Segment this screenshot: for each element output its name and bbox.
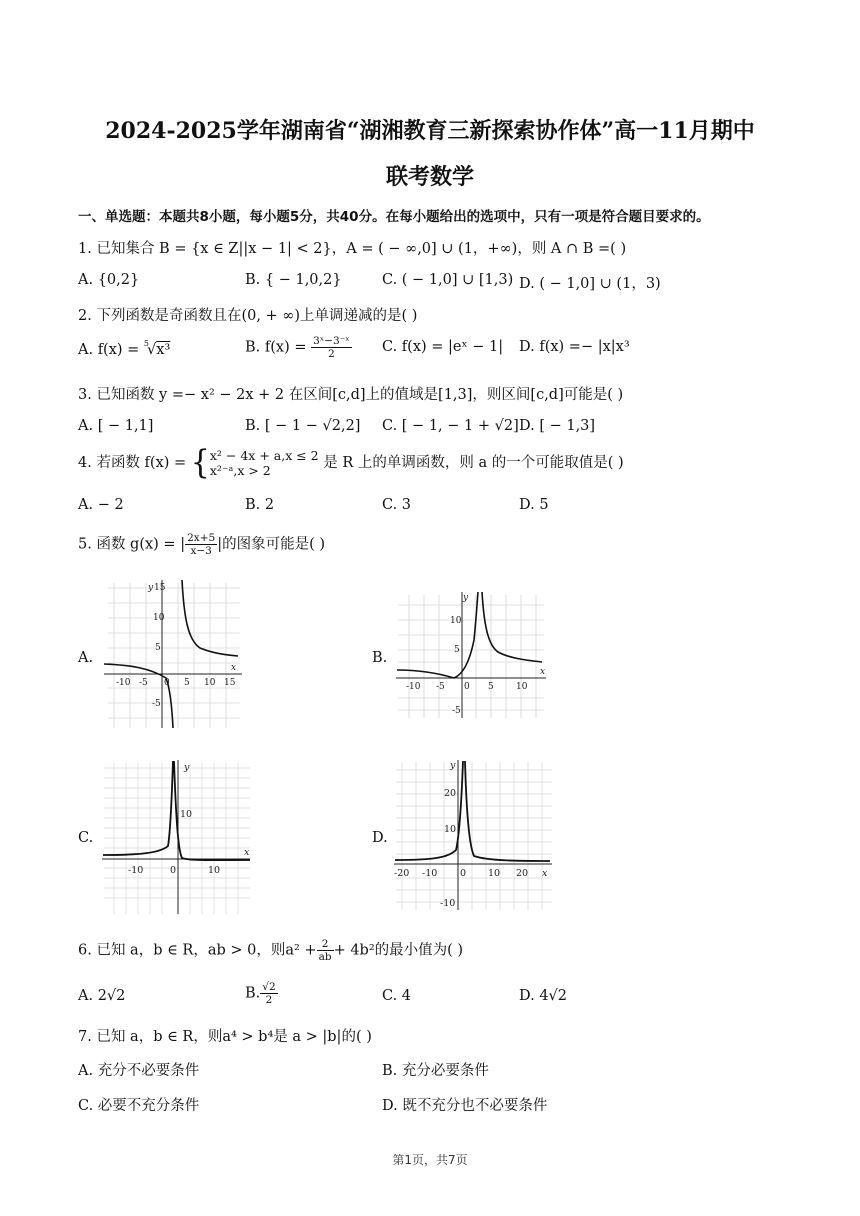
graph-d: [392, 758, 557, 912]
graph-a-ytick: 5: [155, 643, 161, 653]
graph-c-ytick: 10: [180, 809, 193, 820]
q1-option-d: D. ( − 1,0] ∪ (1，3): [519, 276, 661, 292]
graph-a-ytick: -5: [152, 699, 161, 709]
q6-option-a: A. 2√2: [78, 988, 126, 1004]
graph-d-ylabel: y: [450, 760, 456, 771]
page-footer: 第1页，共7页: [392, 1153, 468, 1167]
graph-c-xtick: -10: [128, 865, 144, 876]
q2-option-b: B. f(x) = $\frac{\text{3ˣ−3⁻ˣ}}{2}$: [245, 335, 350, 360]
q3-stem: 3. 已知函数 y =− x² − 2x + 2 在区间[c,d]上的值域是[1,3]，则区间[c,d]可能是( ): [78, 387, 624, 403]
graph-b-ylabel: y: [463, 593, 469, 603]
graph-a-xtick: 0: [164, 678, 170, 688]
q7-option-c: C. 必要不充分条件: [78, 1098, 200, 1114]
graph-b: [394, 590, 549, 720]
graph-a-ylabel: y: [148, 583, 154, 593]
graph-a-xlabel: x: [231, 663, 237, 673]
graph-c: [100, 758, 255, 916]
q2-stem: 2. 下列函数是奇函数且在(0, + ∞)上单调递减的是( ): [78, 308, 418, 324]
graph-c-xlabel: x: [244, 847, 250, 858]
q3-option-d: D. [ − 1,3]: [519, 418, 596, 434]
q5-stem: 5. 函数 g(x) = | $\frac{2x+5}{x-3}$ |的图象可能是( ): [78, 532, 325, 557]
title-line-1: 2024-2025学年湖南省“湖湘教育三新探索协作体”高一11月期中: [105, 118, 755, 144]
q3-option-a: A. [ − 1,1]: [78, 418, 154, 434]
graph-b-xtick: -10: [406, 682, 421, 692]
graph-d-label: D.: [372, 830, 388, 846]
q6-stem: 6. 已知 a，b ∈ R，ab > 0，则a² + $\frac{2}{ab}$ + 4b²的最小值为( ): [78, 938, 464, 963]
graph-d-ytick: 10: [444, 824, 457, 835]
q4-option-c: C. 3: [382, 497, 412, 513]
q6-option-d: D. 4√2: [519, 988, 568, 1004]
graph-a-xtick: -5: [139, 678, 148, 688]
graph-c-label: C.: [78, 830, 94, 846]
graph-b-xtick: 0: [464, 682, 470, 692]
q4-option-d: D. 5: [519, 497, 549, 513]
graph-a: [100, 578, 245, 730]
graph-a-ytick: 10: [153, 613, 165, 623]
q4-stem: 4. 若函数 f(x) = { x² − 4x + a,x ≤ 2 x²⁻ᵃ,x > 2 是 R 上的单调函数，则 a 的一个可能取值是( ): [78, 443, 624, 482]
graph-a-ytick: 15: [154, 583, 166, 593]
q7-option-d: D. 既不充分也不必要条件: [382, 1098, 548, 1114]
q7-stem: 7. 已知 a，b ∈ R，则a⁴ > b⁴是 a > |b|的( ): [78, 1029, 372, 1045]
graph-d-xtick: 10: [488, 868, 501, 879]
q3-option-c: C. [ − 1, − 1 + √2]: [382, 418, 519, 434]
q2-option-d: D. f(x) =− |x|x³: [519, 339, 630, 355]
graph-d-xtick: 0: [460, 868, 467, 879]
graph-c-ylabel: y: [184, 762, 190, 773]
graph-c-xtick: 0: [170, 865, 177, 876]
q7-option-b: B. 充分必要条件: [382, 1063, 489, 1079]
graph-a-label: A.: [78, 650, 94, 666]
graph-b-xtick: 5: [488, 682, 494, 692]
q1-option-b: B. { − 1,0,2}: [245, 272, 342, 288]
graph-b-xtick: 10: [516, 682, 528, 692]
q2-option-a: A. f(x) = $^5$√x³: [78, 339, 171, 358]
section-heading: 一、单选题：本题共8小题，每小题5分，共40分。在每小题给出的选项中，只有一项是符合题目要求的。: [78, 209, 710, 225]
graph-a-xtick: 15: [224, 678, 236, 688]
graph-c-xtick: 10: [208, 865, 221, 876]
q7-option-a: A. 充分不必要条件: [78, 1063, 200, 1079]
q4-option-a: A. − 2: [78, 497, 124, 513]
q1-stem: 1. 已知集合 B = {x ∈ Z||x − 1| < 2}，A = ( − ∞,0] ∪ (1，+∞)，则 A ∩ B =( ): [78, 241, 627, 257]
q4-option-b: B. 2: [245, 497, 275, 513]
title-line-2: 联考数学: [385, 164, 474, 190]
graph-b-xtick: -5: [436, 682, 445, 692]
q6-option-c: C. 4: [382, 988, 412, 1004]
graph-b-xlabel: x: [540, 667, 546, 677]
q1-option-a: A. {0,2}: [78, 272, 140, 288]
graph-d-xtick: 20: [516, 868, 529, 879]
graph-b-ytick: -5: [452, 706, 461, 716]
q3-option-b: B. [ − 1 − √2,2]: [245, 418, 361, 434]
graph-d-ytick: -10: [440, 898, 456, 909]
graph-b-label: B.: [372, 650, 388, 666]
graph-a-xtick: 10: [204, 678, 216, 688]
graph-b-ytick: 5: [454, 645, 460, 655]
graph-d-xtick: -20: [394, 868, 410, 879]
q1-option-c: C. ( − 1,0] ∪ [1,3): [382, 272, 514, 288]
graph-d-xtick: -10: [422, 868, 438, 879]
graph-a-xtick: 5: [184, 678, 190, 688]
graph-a-xtick: -10: [116, 678, 131, 688]
graph-d-xlabel: x: [542, 868, 548, 879]
q2-option-c: C. f(x) = |eˣ − 1|: [382, 339, 504, 355]
q6-option-b: B. $\frac{√2}{2}$: [245, 981, 276, 1006]
graph-d-ytick: 20: [444, 788, 457, 799]
graph-b-ytick: 10: [450, 616, 462, 626]
